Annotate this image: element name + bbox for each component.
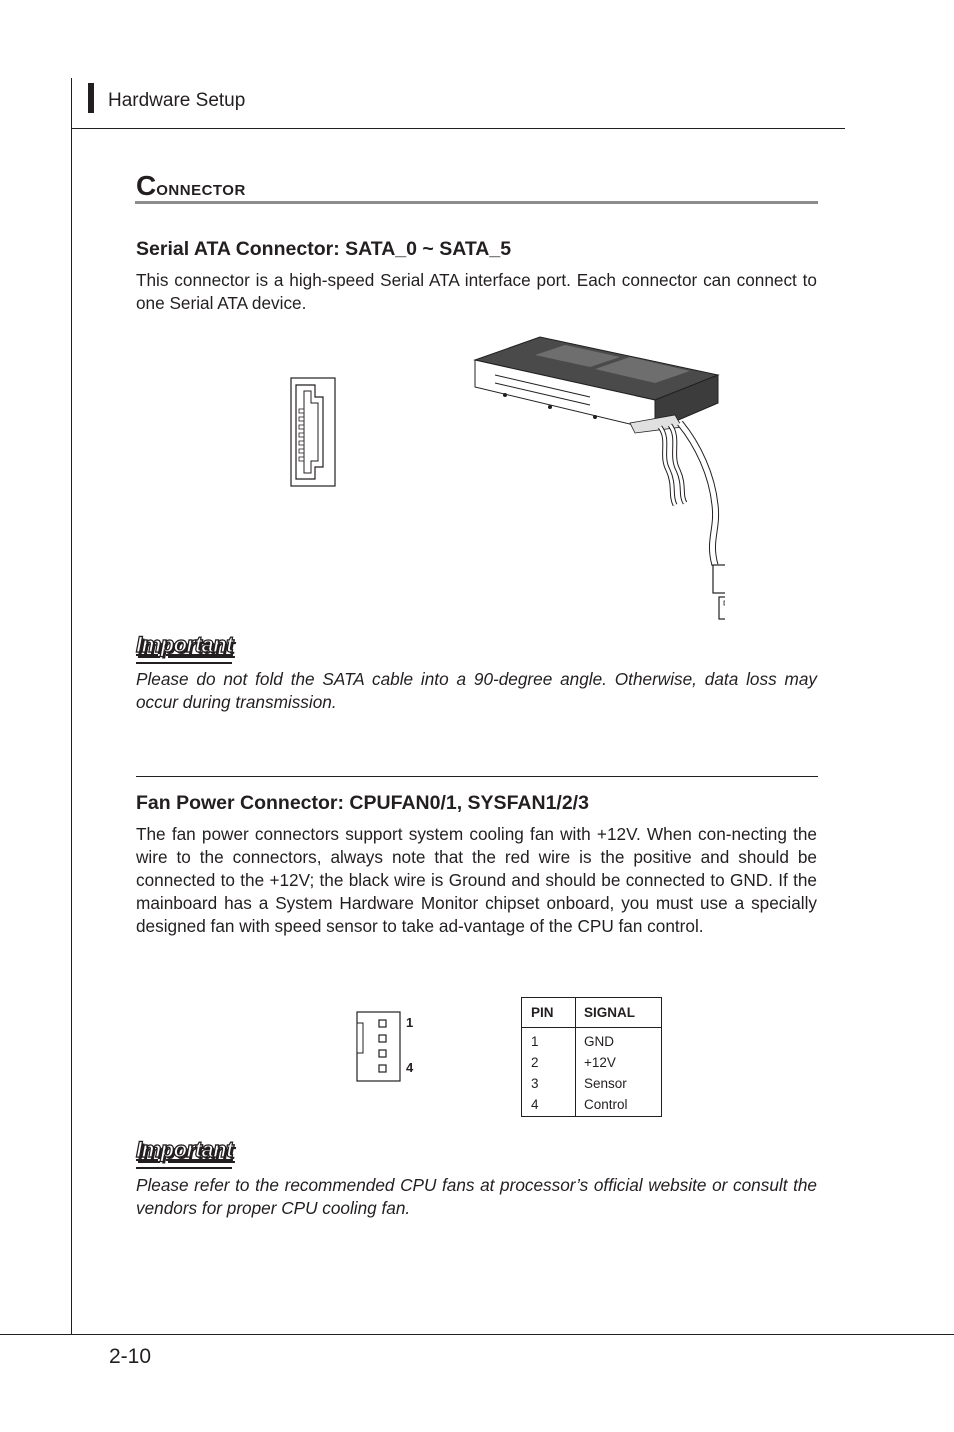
fan-connector-diagram [356, 1011, 402, 1083]
fan-pin-table [521, 997, 662, 1117]
section-title-rest: onnector [156, 175, 246, 200]
pin-table-cell: +12V [584, 1055, 616, 1070]
pin-table-header-pin: PIN [531, 1005, 554, 1020]
header-rule [71, 128, 845, 129]
sata-heading: Serial ATA Connector: SATA_0 ~ SATA_5 [136, 238, 512, 260]
fan-important-label: Important [136, 1137, 233, 1162]
pin-table-header-signal: SIGNAL [584, 1005, 636, 1020]
left-margin-line [71, 78, 72, 1335]
pin-table-cell: Sensor [584, 1076, 627, 1091]
sata-connector-diagram [290, 377, 338, 489]
pin-table-cell: GND [584, 1034, 614, 1049]
section-title [136, 170, 246, 202]
sata-hard-drive-illustration [470, 335, 725, 625]
pin-table-cell: 1 [531, 1034, 539, 1049]
pin-table-column-separator [575, 998, 576, 1116]
section-rule [135, 201, 818, 204]
fan-pin-label-bottom: 4 [406, 1060, 414, 1075]
header-marker-bar [88, 83, 94, 113]
sata-important-underline [136, 662, 232, 664]
pin-table-cell: Control [584, 1097, 628, 1112]
page-number: 2-10 [109, 1345, 152, 1368]
sata-important-text: Please do not fold the SATA cable into a 90-degree angle. Otherwise, data loss may occur during transmission. [136, 669, 817, 712]
pin-table-cell: 4 [531, 1097, 539, 1112]
fan-important-text: Please refer to the recommended CPU fans at processor’s official website or consult the vendors for proper CPU cooling fan. [136, 1175, 817, 1218]
footer-rule [0, 1334, 954, 1335]
section-title-initial: C [136, 170, 157, 201]
pin-table-cell: 2 [531, 1055, 539, 1070]
section-divider [136, 776, 818, 777]
fan-important-underline [136, 1167, 232, 1169]
running-header: Hardware Setup [108, 90, 246, 111]
sata-description: This connector is a high-speed Serial ATA interface port. Each connector can connect to one Serial ATA device. [136, 270, 817, 313]
fan-description: The fan power connectors support system cooling fan with +12V. When con-necting the wire to the connectors, always note that the red wire is the positive and should be connected to the +12V; the black wire is Ground and should be connected to GND. If the mainboard has a System Hardware Monitor chipset onboard, you must use a specially designed fan with speed sensor to take ad-vantage of the CPU fan control. [136, 824, 817, 936]
fan-heading: Fan Power Connector: CPUFAN0/1, SYSFAN1/2/3 [136, 792, 589, 814]
fan-pin-label-top: 1 [406, 1015, 414, 1030]
sata-important-label: Important [136, 632, 233, 657]
pin-table-cell: 3 [531, 1076, 539, 1091]
